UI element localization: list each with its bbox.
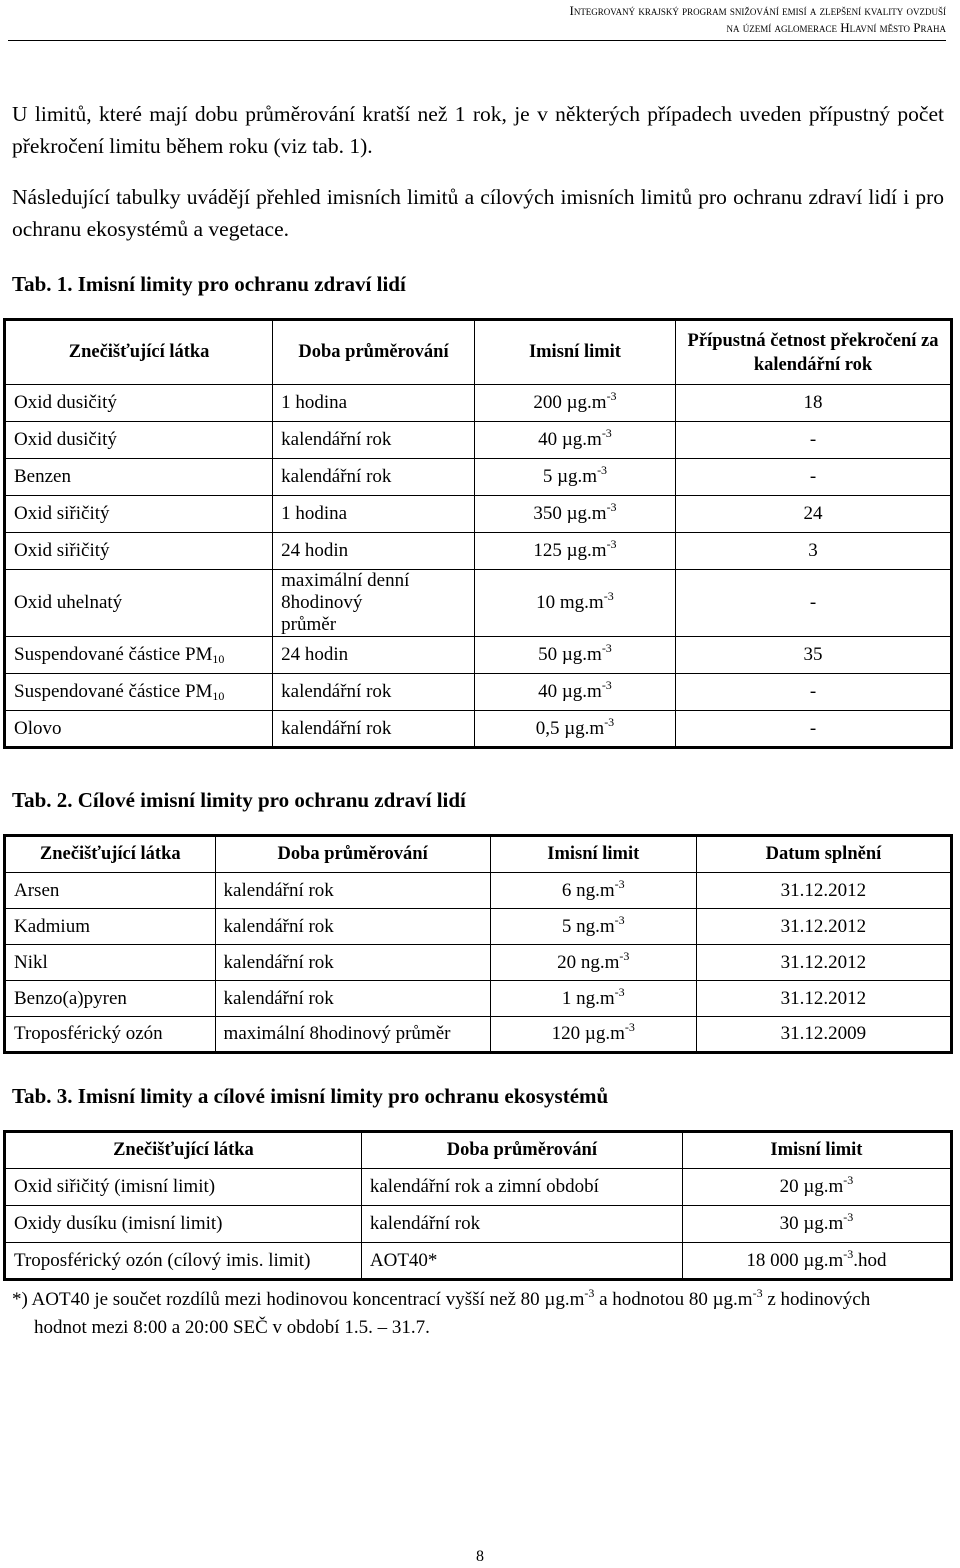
table3-caption: Tab. 3. Imisní limity a cílové imisní limity pro ochranu ekosystémů — [12, 1084, 609, 1108]
limit-exponent: -3 — [601, 678, 612, 692]
limit-suffix: .hod — [853, 1249, 887, 1271]
table1-row — [5, 496, 952, 533]
count-cell: 18 — [676, 385, 952, 422]
limit-exponent: -3 — [614, 876, 625, 891]
table1-header-substance: Znečišťující látka — [5, 320, 273, 385]
limit-exponent: -3 — [601, 426, 612, 440]
limit-value: 1 ng.m — [561, 987, 615, 1009]
substance-name: Suspendované částice PM — [14, 644, 213, 665]
limit-exponent: -3 — [843, 1210, 854, 1224]
table1-row — [5, 637, 952, 674]
period-cell: maximální 8hodinový průměr — [215, 1017, 490, 1053]
limit-value: 18 000 µg.m — [746, 1249, 844, 1271]
limit-value: 5 µg.m — [542, 466, 598, 487]
limit-exponent: -3 — [619, 948, 630, 963]
limit-cell — [474, 385, 675, 422]
count-cell: - — [676, 711, 952, 748]
table3-row — [5, 1243, 952, 1280]
limit-cell — [490, 981, 696, 1017]
table3-header-limit: Imisní limit — [682, 1132, 951, 1169]
limit-cell — [474, 711, 675, 748]
limit-cell — [474, 422, 675, 459]
header-line-1: Integrovaný krajský program snižování emisí a zlepšení kvality ovzduší — [569, 3, 946, 18]
count-cell: - — [676, 570, 952, 637]
limit-value: 40 µg.m — [538, 681, 602, 702]
limit-cell — [474, 533, 675, 570]
table1-body — [5, 385, 952, 748]
substance-cell: Oxid siřičitý (imisní limit) — [5, 1169, 362, 1206]
page-number: 8 — [476, 1548, 484, 1565]
substance-name: Oxid siřičitý — [14, 540, 110, 561]
table2-row — [5, 945, 952, 981]
substance-cell: Troposférický ozón (cílový imis. limit) — [5, 1243, 362, 1280]
table2 — [3, 834, 953, 1054]
table1-row — [5, 674, 952, 711]
limit-cell — [682, 1243, 951, 1280]
footnote-exp-1: -3 — [584, 1286, 595, 1300]
footnote-part-2: a hodnotou 80 µg.m — [594, 1289, 753, 1310]
substance-name: Oxid dusičitý — [14, 429, 117, 450]
substance-subscript: 10 — [212, 689, 225, 703]
substance-name: Suspendované částice PM — [14, 681, 213, 702]
date-cell: 31.12.2012 — [696, 909, 951, 945]
period-cell: kalendářní rok — [215, 873, 490, 909]
count-cell: 24 — [676, 496, 952, 533]
table1-header-limit: Imisní limit — [474, 320, 675, 385]
period-cell: 1 hodina — [273, 385, 475, 422]
limit-value: 20 ng.m — [557, 951, 620, 973]
period-cell: 24 hodin — [273, 533, 475, 570]
limit-cell — [490, 909, 696, 945]
substance-cell — [5, 385, 273, 422]
table2-caption: Tab. 2. Cílové imisní limity pro ochranu zdraví lidí — [12, 788, 466, 812]
limit-exponent: -3 — [603, 589, 614, 603]
date-cell: 31.12.2012 — [696, 981, 951, 1017]
period-cell: 24 hodin — [273, 637, 475, 674]
limit-exponent: -3 — [597, 463, 608, 477]
count-cell: 3 — [676, 533, 952, 570]
limit-cell — [474, 496, 675, 533]
substance-name: Oxid dusičitý — [14, 392, 117, 413]
table1-row — [5, 459, 952, 496]
date-cell: 31.12.2009 — [696, 1017, 951, 1053]
table3-row — [5, 1206, 952, 1243]
limit-exponent: -3 — [606, 500, 617, 514]
table1-header-period: Doba průměrování — [273, 320, 475, 385]
limit-value: 50 µg.m — [538, 644, 602, 665]
limit-cell — [474, 570, 675, 637]
limit-exponent: -3 — [606, 537, 617, 551]
substance-cell — [5, 459, 273, 496]
period-cell: 1 hodina — [273, 496, 475, 533]
limit-value: 10 mg.m — [536, 592, 604, 613]
limit-value: 6 ng.m — [561, 879, 615, 901]
limit-exponent: -3 — [624, 1020, 635, 1034]
table1-row — [5, 711, 952, 748]
table3-header-period: Doba průměrování — [361, 1132, 682, 1169]
limit-cell — [474, 459, 675, 496]
limit-cell — [490, 1017, 696, 1053]
limit-exponent: -3 — [614, 912, 625, 927]
table2-row — [5, 873, 952, 909]
limit-value: 40 µg.m — [538, 429, 602, 450]
footnote-part-1: *) AOT40 je součet rozdílů mezi hodinovou koncentrací vyšší než 80 µg.m — [12, 1289, 585, 1310]
substance-cell — [5, 637, 273, 674]
substance-cell: Arsen — [5, 873, 216, 909]
limit-cell — [490, 945, 696, 981]
substance-name: Oxid siřičitý — [14, 503, 110, 524]
count-cell: - — [676, 674, 952, 711]
table3-header-row — [5, 1132, 952, 1169]
date-cell: 31.12.2012 — [696, 873, 951, 909]
limit-value: 30 µg.m — [779, 1213, 844, 1234]
table3-row — [5, 1169, 952, 1206]
table2-row — [5, 909, 952, 945]
limit-exponent: -3 — [606, 389, 617, 403]
limit-exponent: -3 — [843, 1246, 854, 1261]
substance-cell — [5, 422, 273, 459]
period-cell: kalendářní rok — [273, 459, 475, 496]
substance-subscript: 10 — [212, 652, 225, 666]
limit-cell — [474, 637, 675, 674]
substance-name: Benzen — [14, 466, 71, 487]
limit-cell — [490, 873, 696, 909]
substance-cell: Kadmium — [5, 909, 216, 945]
period-cell: kalendářní rok — [215, 909, 490, 945]
limit-exponent: -3 — [601, 641, 612, 655]
substance-name: Olovo — [14, 717, 62, 739]
substance-cell — [5, 533, 273, 570]
table1 — [3, 318, 953, 749]
limit-exponent: -3 — [614, 984, 625, 999]
table2-header-period: Doba průměrování — [215, 836, 490, 873]
date-cell: 31.12.2012 — [696, 945, 951, 981]
substance-cell — [5, 496, 273, 533]
table2-row — [5, 1017, 952, 1053]
substance-cell — [5, 674, 273, 711]
limit-exponent: -3 — [604, 714, 615, 729]
table1-header-count: Přípustná četnost překročení za kalendářní rok — [676, 320, 952, 385]
table2-body — [5, 873, 952, 1053]
limit-cell — [682, 1206, 951, 1243]
table1-row — [5, 570, 952, 637]
table1-caption: Tab. 1. Imisní limity pro ochranu zdraví lidí — [12, 272, 406, 296]
period-cell: kalendářní rok a zimní období — [361, 1169, 682, 1206]
limit-exponent: -3 — [843, 1173, 854, 1187]
table1-header-row — [5, 320, 952, 385]
limit-value: 125 µg.m — [533, 540, 607, 561]
table3-body — [5, 1169, 952, 1280]
period-cell: AOT40* — [361, 1243, 682, 1280]
count-cell: 35 — [676, 637, 952, 674]
table2-header-limit: Imisní limit — [490, 836, 696, 873]
substance-cell — [5, 570, 273, 637]
table1-row — [5, 385, 952, 422]
footnote-part-3: z hodinových — [762, 1289, 871, 1310]
substance-cell: Oxidy dusíku (imisní limit) — [5, 1206, 362, 1243]
count-cell: - — [676, 459, 952, 496]
table2-header-substance: Znečišťující látka — [5, 836, 216, 873]
limit-cell — [474, 674, 675, 711]
table3 — [3, 1130, 953, 1281]
table1-row — [5, 422, 952, 459]
table2-header-row — [5, 836, 952, 873]
table1-row — [5, 533, 952, 570]
substance-cell: Troposférický ozón — [5, 1017, 216, 1053]
substance-cell — [5, 711, 273, 748]
period-cell: kalendářní rok — [361, 1206, 682, 1243]
header-line-2: na území aglomerace Hlavní město Praha — [726, 20, 946, 35]
period-cell: kalendářní rok — [215, 945, 490, 981]
table2-row — [5, 981, 952, 1017]
footnote-line-2: hodnot mezi 8:00 a 20:00 SEČ v období 1.5. – 31.7. — [34, 1317, 430, 1338]
intro-paragraph-2: Následující tabulky uvádějí přehled imisních limitů a cílových imisních limitů pro ochranu zdraví lidí i pro ochranu ekosystémů a vegetace. — [12, 185, 944, 241]
substance-name: Oxid uhelnatý — [14, 592, 123, 613]
substance-cell: Nikl — [5, 945, 216, 981]
substance-cell: Benzo(a)pyren — [5, 981, 216, 1017]
footnote — [12, 1286, 948, 1342]
limit-value: 20 µg.m — [779, 1176, 844, 1197]
limit-value: 350 µg.m — [533, 503, 607, 524]
intro-paragraph-1: U limitů, které mají dobu průměrování kratší než 1 rok, je v některých případech uveden přípustný počet překročení limitu během roku (viz tab. 1). — [12, 102, 944, 158]
limit-value: 200 µg.m — [533, 392, 607, 413]
table2-header-date: Datum splnění — [696, 836, 951, 873]
limit-cell — [682, 1169, 951, 1206]
limit-value: 120 µg.m — [551, 1023, 625, 1044]
limit-value: 0,5 µg.m — [535, 717, 605, 739]
period-cell: kalendářní rok — [215, 981, 490, 1017]
period-cell: kalendářní rok — [273, 711, 475, 748]
count-cell: - — [676, 422, 952, 459]
period-cell: kalendářní rok — [273, 422, 475, 459]
header-rule — [8, 40, 946, 41]
table3-header-substance: Znečišťující látka — [5, 1132, 362, 1169]
period-cell: kalendářní rok — [273, 674, 475, 711]
footnote-exp-2: -3 — [752, 1286, 763, 1300]
running-header — [569, 2, 946, 36]
footnote-line-1 — [12, 1286, 948, 1314]
period-cell: maximální denní 8hodinový průměr — [273, 570, 475, 637]
limit-value: 5 ng.m — [561, 915, 615, 937]
